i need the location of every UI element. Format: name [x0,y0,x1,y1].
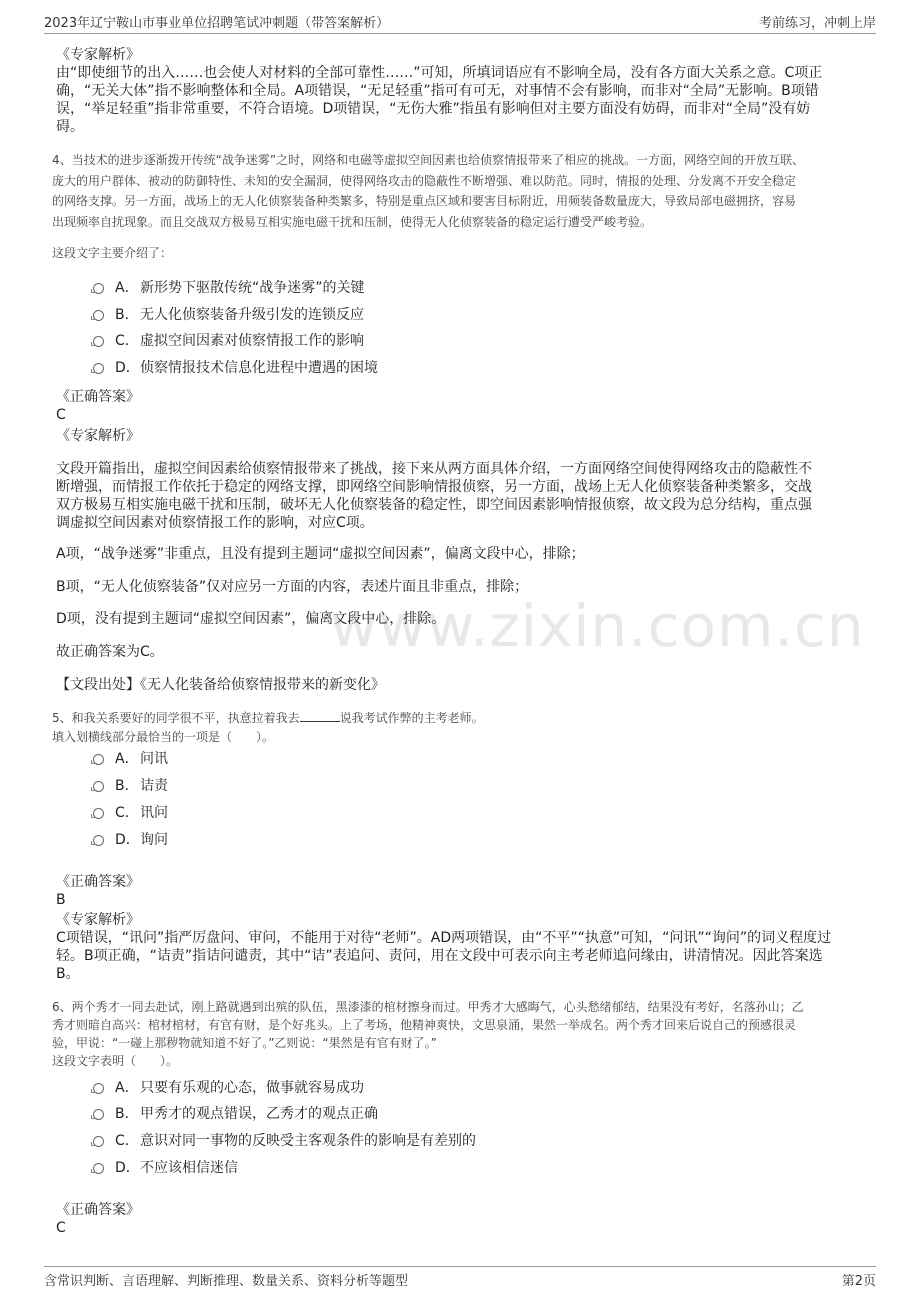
radio-icon[interactable] [93,1136,104,1147]
footer-topics: 含常识判断、言语理解、判断推理、数量关系、资料分析等题型 [44,1274,409,1289]
q4-question: 这段文字主要介绍了： [52,246,173,260]
radio-icon[interactable] [93,835,104,846]
radio-icon[interactable] [93,310,104,321]
q4-note-a: A项，“战争迷雾”非重点，且没有提到主题词“虚拟空间因素”，偏离文段中心，排除； [56,546,585,562]
q5-answer-label: 《正确答案》 [56,874,140,890]
analysis-line: 文段开篇指出，虚拟空间因素给侦察情报带来了挑战，接下来从两方面具体介绍，一方面网络空间使得网络攻击的隐蔽性不 [56,461,812,477]
analysis-line: B。 [56,966,80,982]
q4-passage [52,150,864,232]
radio-icon[interactable] [93,1163,104,1174]
page-footer [44,1270,876,1290]
analysis-line: 碍。 [56,119,84,135]
analysis-line: 轻。B项正确，“诘责”指诘问谴责，其中“诘”表追问、责问，用在文段中可表示向主考老师追问缘由，讲清情况。因此答案选 [56,948,823,964]
q4-note-d: D项，没有提到主题词“虚拟空间因素”，偏离文段中心，排除。 [56,611,446,627]
q6-answer-label: 《正确答案》 [56,1202,140,1218]
page-header [44,12,876,32]
analysis-line: 调虚拟空间因素对侦察情报工作的影响，对应C项。 [56,515,374,531]
radio-icon[interactable] [93,808,104,819]
radio-icon[interactable] [93,1083,104,1094]
prev-analysis [56,64,864,136]
q6-answer: C [56,1220,66,1236]
page-number: 第2页 [841,1274,876,1289]
q5-instruction: 填入划横线部分最恰当的一项是（ ）。 [52,730,275,744]
passage-line: 秀才则暗自高兴：棺材棺材，有官有财，是个好兆头。上了考场，他精神爽快，文思泉涌，果然一举成名。两个秀才回来后说自己的预感很灵 [52,1018,797,1032]
prev-expert-label: 《专家解析》 [56,47,140,63]
passage-line: 4、当技术的进步逐渐拨开传统“战争迷雾”之时，网络和电磁等虚拟空间因素也给侦察情报带来了相应的挑战。一方面，网络空间的开放互联、 [52,153,805,167]
q6-passage [52,998,864,1070]
header-slogan: 考前练习，冲刺上岸 [758,16,876,31]
header-divider [44,33,876,34]
q5-analysis [56,929,864,983]
q4-conclusion: 故正确答案为C。 [56,644,164,660]
radio-icon[interactable] [93,336,104,347]
q5-stem: 5、和我关系要好的同学很不平，执意拉着我去 说我考试作弊的主考老师。 [52,711,484,725]
watermark: www.zixin.com.cn [330,592,865,660]
fill-blank [300,709,340,722]
passage-line: 6、两个秀才一同去赴试，刚上路就遇到出殡的队伍，黑漆漆的棺材擦身而过。甲秀才大感晦气，心头愁绪郁结，结果没有考好，名落孙山；乙 [52,1000,804,1014]
analysis-line: 误，“举足轻重”指非常重要，不符合语境。D项错误，“无伤大雅”指虽有影响但对主要方面没有妨碍，而非对“全局”没有妨 [56,101,811,117]
document-title: 2023年辽宁鞍山市事业单位招聘笔试冲刺题（带答案解析） [44,16,390,31]
passage-line: 的网络支撑。另一方面，战场上的无人化侦察装备种类繁多，特别是重点区域和要害目标附近，用频装备数量庞大，导致局部电磁拥挤，容易 [52,194,797,208]
q4-source: 【文段出处】《无人化装备给侦察情报带来的新变化》 [56,677,385,693]
radio-icon[interactable] [93,363,104,374]
q4-analysis [56,460,864,532]
footer-divider [44,1266,876,1267]
passage-line: 出现频率自扰现象。而且交战双方极易互相实施电磁干扰和压制，使得无人化侦察装备的稳定运行遭受严峻考验。 [52,214,653,229]
q4-expert-label: 《专家解析》 [56,428,140,444]
analysis-line: 断增强，而情报工作依托于稳定的网络支撑，即网络空间影响情报侦察，另一方面，战场上无人化侦察装备种类繁多，交战 [56,479,812,495]
q4-note-b: B项，“无人化侦察装备”仅对应另一方面的内容，表述片面且非重点，排除； [56,579,529,595]
analysis-line: 确，“无关大体”指不影响整体和全局。A项错误，“无足轻重”指可有可无，对事情不会有影响，而非对“全局”无影响。B项错 [56,83,819,99]
radio-icon[interactable] [93,283,104,294]
analysis-line: 双方极易互相实施电磁干扰和压制，破坏无人化侦察装备的稳定性，即空间因素影响情报侦察，故文段为总分结构，重点强 [56,497,812,513]
q4-answer-label: 《正确答案》 [56,389,140,405]
q4-answer: C [56,407,66,423]
q5-answer: B [56,892,66,908]
passage-line: 这段文字表明（ ）。 [52,1054,179,1068]
passage-line: 庞大的用户群体、被动的防御特性、未知的安全漏洞，使得网络攻击的隐蔽性不断增强、难以防范。同时，情报的处理、分发离不开安全稳定 [52,173,797,188]
passage-line: 验，甲说：“一碰上那秽物就知道不好了。”乙则说：“果然是有官有财了。” [52,1036,437,1050]
radio-icon[interactable] [93,1109,104,1120]
radio-icon[interactable] [93,781,104,792]
analysis-line: 由“即使细节的出入……也会使人对材料的全部可靠性……”可知，所填词语应有不影响全局，没有各方面大关系之意。C项正 [56,65,823,81]
radio-icon[interactable] [93,754,104,765]
analysis-line: C项错误，“讯问”指严厉盘问、审问，不能用于对待“老师”。AD两项错误，由“不平”“执意”可知，“问讯”“询问”的词义程度过 [56,930,832,946]
q5-expert-label: 《专家解析》 [56,912,140,928]
